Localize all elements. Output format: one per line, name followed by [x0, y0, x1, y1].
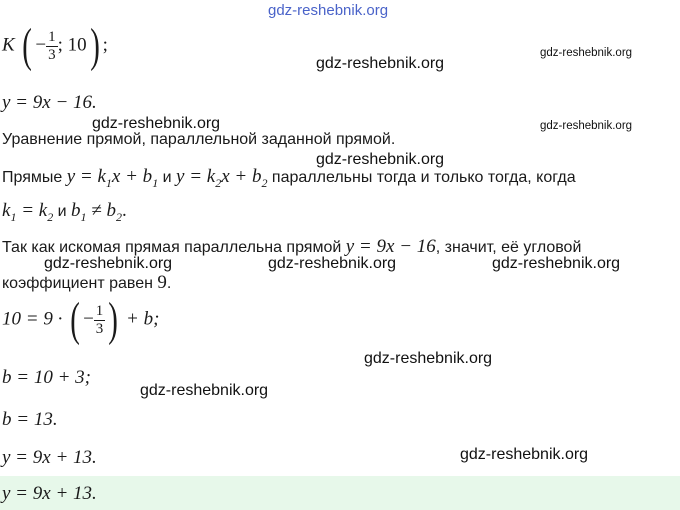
point-label: K [2, 34, 15, 56]
text-parallel-line-heading: Уравнение прямой, параллельной заданной прямой. [2, 131, 396, 148]
text-fragment: параллельны тогда и только тогда, когда [267, 169, 576, 186]
minus-sign: − [83, 308, 94, 330]
watermark: gdz-reshebnik.org [540, 47, 633, 59]
subscript: 1 [152, 175, 159, 190]
subscript: 1 [80, 209, 87, 224]
watermark: gdz-reshebnik.org [44, 255, 173, 272]
math-fragment: x + b [111, 166, 153, 187]
watermark: gdz-reshebnik.org [492, 255, 621, 272]
answer: y = 9x + 13. [2, 483, 97, 504]
math-fragment: x + b [221, 166, 262, 187]
subscript: 1 [105, 175, 112, 190]
watermark: gdz-reshebnik.org [540, 120, 633, 132]
text-slope-value [2, 272, 171, 294]
text-fragment: . [166, 275, 172, 292]
point-y-coordinate: ; 10 [57, 34, 87, 56]
fraction-numerator: 1 [48, 29, 56, 45]
paren-close: ) [89, 19, 100, 72]
math-fragment: y = k [176, 166, 216, 187]
equation-given-line: y = 9x − 16. [2, 92, 97, 113]
fraction-denominator: 3 [95, 320, 104, 337]
paren-close: ) [108, 293, 119, 346]
math-fragment: 10 = 9 · [2, 308, 63, 330]
text-fragment: и [158, 169, 177, 186]
math-fragment: ≠ b [86, 200, 116, 221]
text-parallel-condition [2, 166, 576, 191]
math-fragment: 9 [157, 272, 167, 293]
watermark: gdz-reshebnik.org [92, 115, 221, 132]
math-fragment: k [2, 200, 11, 221]
semicolon: ; [102, 34, 108, 56]
watermark: gdz-reshebnik.org [268, 255, 397, 272]
answer-highlight [0, 476, 680, 510]
fraction [46, 29, 58, 63]
paren-open: ( [22, 19, 33, 72]
math-fragment: y = 9x − 16 [345, 236, 436, 257]
watermark: gdz-reshebnik.org [460, 446, 589, 463]
text-fragment: и [53, 203, 72, 220]
fraction-denominator: 3 [48, 46, 56, 63]
subscript: 2 [215, 175, 222, 190]
minus-sign: − [35, 34, 47, 56]
paren-open: ( [70, 293, 80, 346]
point-expression [2, 19, 108, 72]
math-fragment: y = k [66, 166, 106, 187]
watermark: gdz-reshebnik.org [316, 55, 445, 72]
subscript: 2 [47, 209, 54, 224]
math-fragment: = k [16, 200, 48, 221]
text-fragment: Так как искомая прямая параллельна прямой [2, 239, 346, 256]
watermark: gdz-reshebnik.org [316, 151, 445, 168]
math-fragment: . [121, 200, 127, 221]
math-line-1 [66, 166, 159, 190]
equation-result: y = 9x + 13. [2, 447, 97, 468]
text-slope-explanation [2, 236, 581, 258]
watermark-top: gdz-reshebnik.org [268, 2, 389, 19]
text-fragment: , значит, её угловой [435, 239, 582, 256]
watermark: gdz-reshebnik.org [364, 350, 493, 367]
fraction [94, 303, 106, 337]
watermark: gdz-reshebnik.org [140, 382, 269, 399]
math-fragment: + b; [126, 308, 160, 330]
subscript: 1 [10, 209, 17, 224]
subscript: 2 [261, 175, 268, 190]
subscript: 2 [115, 209, 122, 224]
text-fragment: коэффициент равен [2, 275, 158, 292]
condition-equation [2, 200, 127, 225]
equation-b-sum: b = 10 + 3; [2, 367, 91, 388]
equation-substitution [2, 293, 160, 346]
fraction-numerator: 1 [95, 303, 104, 319]
math-fragment: b [71, 200, 81, 221]
equation-b-value: b = 13. [2, 409, 58, 430]
text-fragment: Прямые [2, 169, 67, 186]
math-line-2 [176, 166, 268, 190]
